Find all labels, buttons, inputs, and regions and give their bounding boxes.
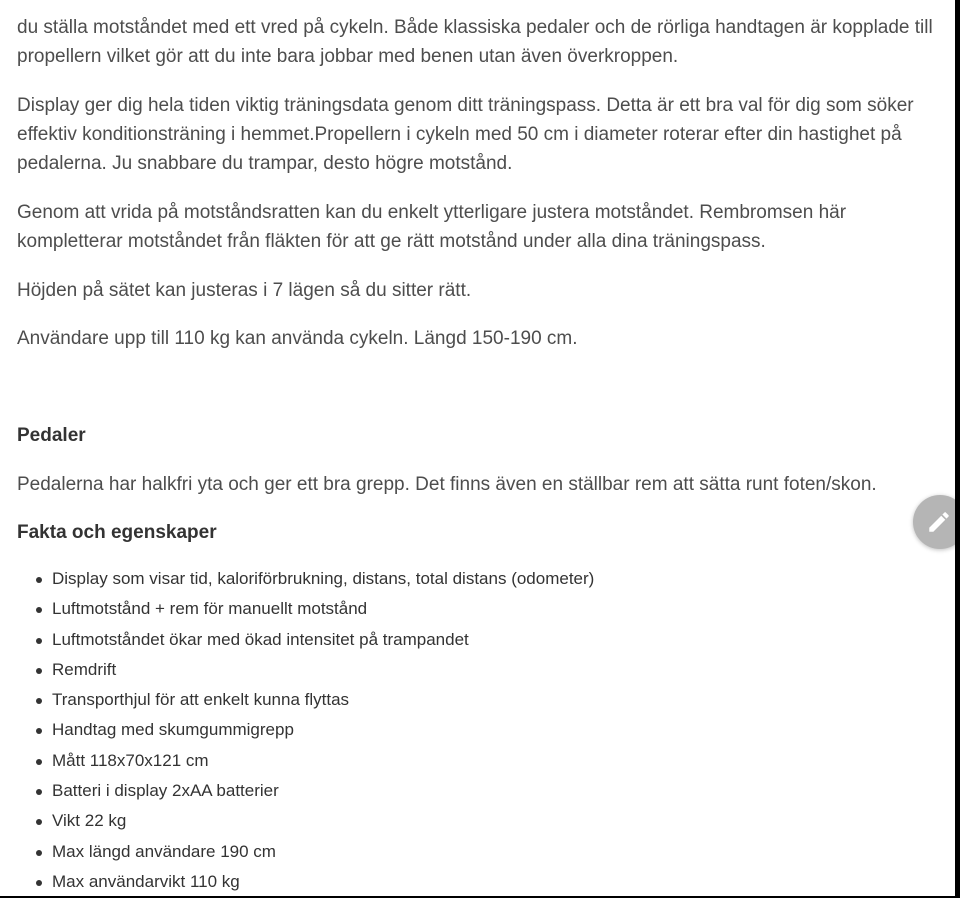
list-item: Luftmotståndet ökar med ökad intensitet på trampandet — [0, 625, 594, 655]
facts-heading: Fakta och egenskaper — [17, 522, 217, 543]
list-item: Remdrift — [0, 655, 594, 685]
paragraph-line: Pedalerna har halkfri yta och ger ett bra grepp. Det finns även en ställbar rem att sätta runt foten/skon. — [17, 474, 877, 495]
paragraph-resistance-knob — [17, 198, 942, 256]
list-item: Max längd användare 190 cm — [0, 837, 594, 867]
list-item: Transporthjul för att enkelt kunna flyttas — [0, 685, 594, 715]
paragraph-line: Genom att vrida på motståndsratten kan du enkelt ytterligare justera motståndet. Rembromsen här — [17, 202, 847, 223]
paragraph-line: effektiv konditionsträning i hemmet.Propellern i cykeln med 50 cm i diameter roterar efter din hastighet på — [17, 124, 902, 145]
paragraph-line: pedalerna. Ju snabbare du trampar, desto högre motstånd. — [17, 153, 513, 174]
paragraph-line: Höjden på sätet kan justeras i 7 lägen så du sitter rätt. — [17, 280, 472, 301]
paragraph-resistance — [17, 13, 942, 71]
list-item: Mått 118x70x121 cm — [0, 746, 594, 776]
edit-button[interactable] — [913, 495, 955, 549]
list-item: Vikt 22 kg — [0, 806, 594, 836]
list-item: Handtag med skumgummigrepp — [0, 715, 594, 745]
list-item: Luftmotstånd + rem för manuellt motstånd — [0, 594, 594, 624]
paragraph-pedals — [17, 470, 942, 499]
pedals-heading: Pedaler — [17, 425, 86, 446]
list-item: Batteri i display 2xAA batterier — [0, 776, 594, 806]
pencil-icon — [926, 509, 952, 535]
list-item: Display som visar tid, kaloriförbrukning, distans, total distans (odometer) — [0, 564, 594, 594]
paragraph-display — [17, 91, 942, 178]
list-item: Max användarvikt 110 kg — [0, 867, 594, 896]
facts-list — [0, 564, 594, 896]
paragraph-line: Användare upp till 110 kg kan använda cykeln. Längd 150-190 cm. — [17, 328, 578, 349]
paragraph-users — [17, 324, 942, 353]
paragraph-line: Display ger dig hela tiden viktig träningsdata genom ditt träningspass. Detta är ett bra val för dig som söker — [17, 95, 914, 116]
paragraph-line: du ställa motståndet med ett vred på cykeln. Både klassiska pedaler och de rörliga handtagen är kopplade till — [17, 17, 933, 38]
paragraph-seat — [17, 276, 942, 305]
paragraph-line: propellern vilket gör att du inte bara jobbar med benen utan även överkroppen. — [17, 46, 679, 67]
paragraph-line: kompletterar motståndet från fläkten för att ge rätt motstånd under alla dina träningspass. — [17, 231, 766, 252]
